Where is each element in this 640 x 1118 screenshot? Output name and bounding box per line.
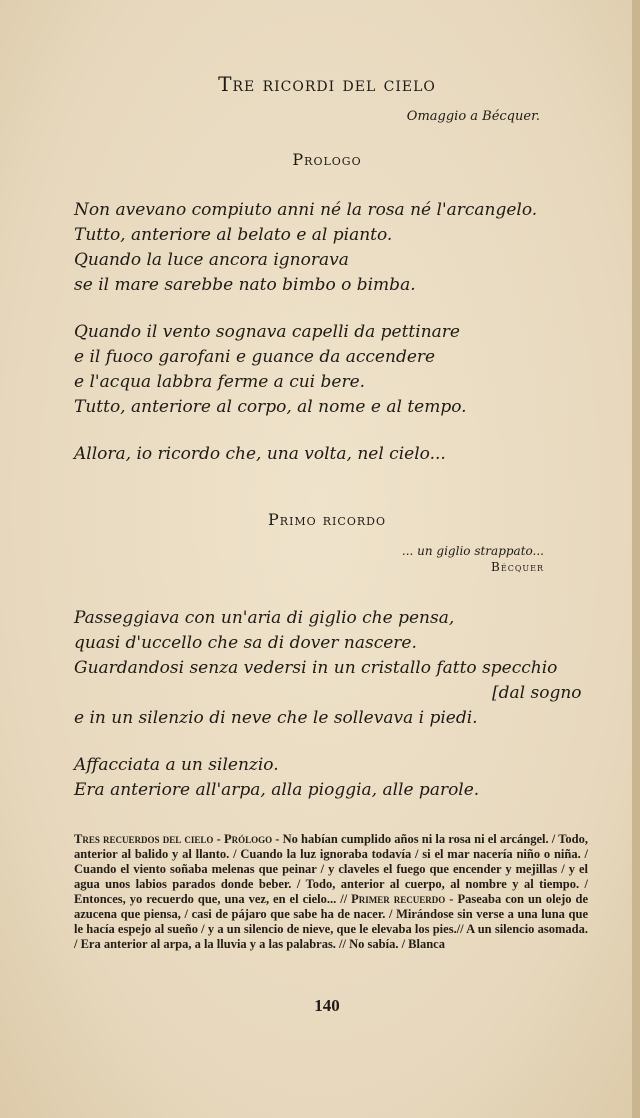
epigraph-author: Bécquer	[491, 560, 544, 574]
first-memory-poem	[74, 606, 594, 803]
verse-line: se il mare sarebbe nato bimbo o bimba.	[74, 275, 416, 295]
verse-line: e il fuoco garofani e guance da accendere	[74, 347, 436, 367]
translation-footnote	[74, 832, 588, 952]
verse-line: e in un silenzio di neve che le sollevava i piedi.	[74, 708, 478, 728]
stanza-gap	[74, 420, 594, 442]
footnote-text: - No habían cumplido años ni la rosa ni el arcángel. / Todo, anterior al balido y al llanto. / Cuando la luz ignoraba todavía / si el mar nacería niño o niña. / Cuando el viento soñaba melenas que peinar / y claveles el fuego que encender y mejillas / y el agua unos labios parados donde beber. / Todo, anterior al cuerpo, al nombre y al tiempo. / Entonces, yo recuerdo que, una vez, en el cielo... //	[74, 832, 589, 906]
prologue-poem	[74, 198, 594, 467]
first-memory-heading: Primo ricordo	[268, 510, 386, 529]
footnote-title: Tres recuerdos del cielo	[74, 832, 214, 846]
poem-title: Tre ricordi del cielo	[218, 72, 436, 96]
verse-line: Non avevano compiuto anni né la rosa né l'arcangelo.	[74, 200, 538, 220]
dedication: Omaggio a Bécquer.	[406, 109, 540, 124]
epigraph	[402, 543, 544, 575]
verse-line: e l'acqua labbra ferme a cui bere.	[74, 372, 366, 392]
verse-line: Guardandosi senza vedersi in un cristallo fatto specchio	[74, 658, 558, 678]
verse-line-continuation: [dal sogno	[492, 683, 582, 703]
footnote-section: Primer recuerdo	[351, 892, 446, 906]
verse-line: Era anteriore all'arpa, alla pioggia, alle parole.	[74, 780, 480, 800]
verse-line: Passeggiava con un'aria di giglio che pensa,	[74, 608, 455, 628]
prologue-heading: Prologo	[292, 150, 362, 169]
footnote-section: Prólogo	[223, 832, 273, 846]
verse-line: Tutto, anteriore al corpo, al nome e al tempo.	[74, 397, 467, 417]
verse-line: Affacciata a un silenzio.	[74, 755, 279, 775]
verse-line: quasi d'uccello che sa di dover nascere.	[74, 633, 417, 653]
verse-line: Allora, io ricordo che, una volta, nel cielo...	[74, 444, 446, 464]
stanza-gap	[74, 298, 594, 320]
page-number: 140	[314, 996, 340, 1015]
epigraph-quote: ... un giglio strappato...	[401, 544, 544, 558]
verse-line: Quando il vento sognava capelli da pettinare	[74, 322, 460, 342]
verse-line: Quando la luce ancora ignorava	[74, 250, 349, 270]
stanza-gap	[74, 731, 594, 753]
footnote-text: - Paseaba con un olejo de azucena que piensa, / casi de pájaro que sabe ha de nacer. / Mirándose sin verse a una luna que le hacía espejo al sueño / y a un silencio de nieve, que le elevaba los pies.// A un silencio asomada. / Era anterior al arpa, a la lluvia y a las palabras. // No sabía. / Blanca	[74, 892, 589, 951]
footnote-text: -	[213, 832, 224, 846]
verse-line: Tutto, anteriore al belato e al pianto.	[74, 225, 393, 245]
